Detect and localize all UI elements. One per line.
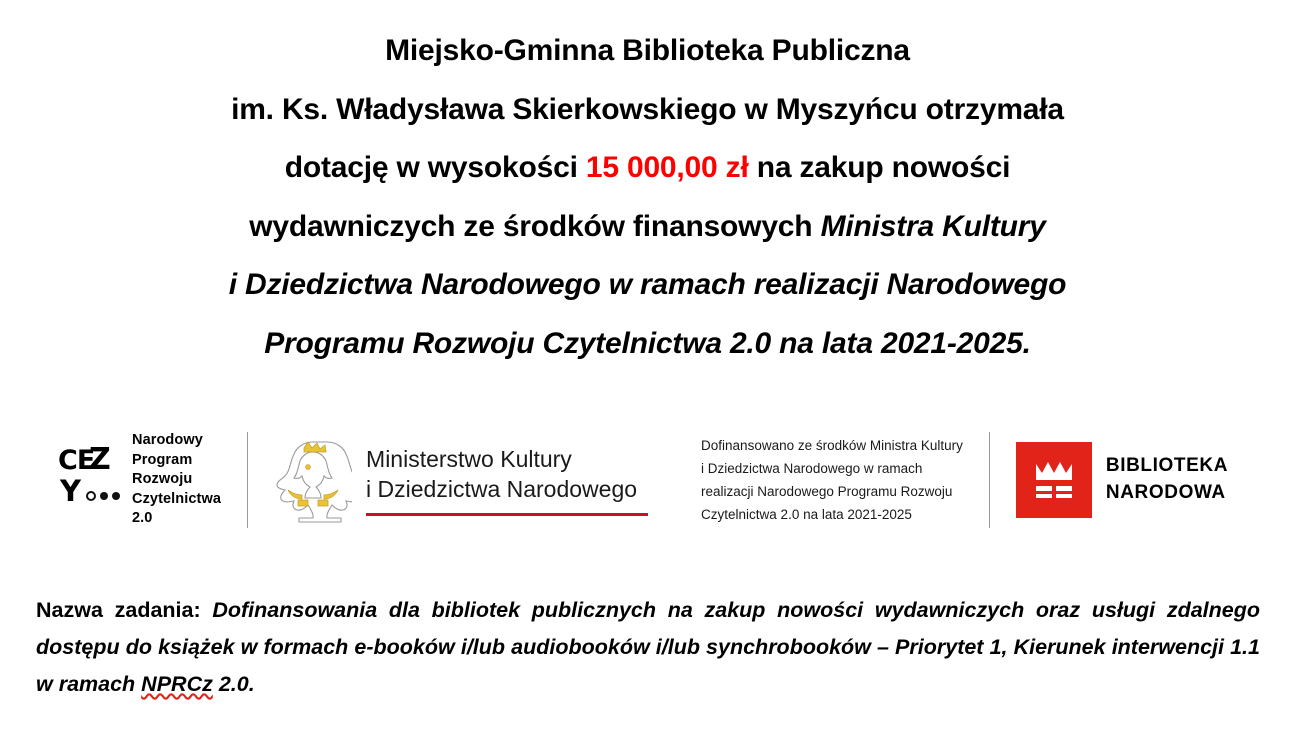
nprcz-text-line-3: Rozwoju bbox=[132, 471, 193, 488]
nprcz-ce-letters: CE bbox=[58, 445, 95, 476]
funding-note-line-1: Dofinansowano ze środków Ministra Kultury bbox=[701, 437, 963, 453]
funding-note-line-4: Czytelnictwa 2.0 na lata 2021-2025 bbox=[701, 507, 912, 523]
nprcz-dots-icon bbox=[86, 491, 120, 501]
headline-line-1: Miejsko-Gminna Biblioteka Publiczna bbox=[385, 34, 910, 67]
grant-amount: 15 000,00 zł bbox=[585, 151, 749, 184]
task-text-part1: Dofinansowania dla bibliotek publicznych na zakup nowości wydawniczych oraz usługi zdalnego dostępu do książek w formach e-booków i/lub audiobooków i/lub synchrobooków – Priorytet 1, Kierunek interwencji 1.1 w ramach bbox=[36, 598, 1260, 696]
nprcz-z-letter: Z bbox=[89, 442, 111, 477]
headline-line-4-italic: Ministra Kultury bbox=[820, 209, 1046, 243]
headline-line-3 bbox=[0, 139, 1295, 198]
nprcz-wordmark bbox=[132, 431, 221, 528]
nprcz-y-letter: Y bbox=[60, 474, 81, 508]
funding-note-line-2: i Dziedzictwa Narodowego w ramach bbox=[701, 460, 923, 476]
nprcz-text-line-4: Czytelnictwa bbox=[132, 490, 222, 507]
headline-line-5: i Dziedzictwa Narodowego w ramach realizacji Narodowego bbox=[228, 268, 1067, 301]
funding-note-text bbox=[701, 434, 963, 527]
headline-line-6: Programu Rozwoju Czytelnictwa 2.0 na lata 2021-2025. bbox=[264, 326, 1031, 360]
funding-note-line-3: realizacji Narodowego Programu Rozwoju bbox=[701, 484, 953, 499]
nprcz-text-line-1: Narodowy bbox=[132, 432, 203, 449]
bn-line-2: NARODOWA bbox=[1105, 482, 1226, 503]
ministry-red-rule bbox=[366, 513, 648, 516]
logo-divider-1 bbox=[247, 432, 248, 528]
task-paragraph bbox=[36, 592, 1260, 703]
funding-note-block bbox=[701, 426, 963, 534]
biblioteka-narodowa-wordmark bbox=[1106, 453, 1228, 507]
task-text-part2: 2.0. bbox=[212, 671, 255, 696]
ministry-wordmark bbox=[366, 444, 648, 517]
crown-book-icon bbox=[1016, 442, 1092, 518]
ministry-line-1: Ministerstwo Kultury bbox=[366, 445, 572, 472]
headline-line-4 bbox=[0, 198, 1295, 257]
logo-divider-3 bbox=[989, 432, 990, 528]
headline-line-2: im. Ks. Władysława Skierkowskiego w Myszyńcu otrzymała bbox=[231, 92, 1064, 126]
nprcz-text-line-5: 2.0 bbox=[132, 510, 153, 527]
task-text-spellcheck: NPRCz bbox=[141, 671, 213, 696]
ministry-line-2: i Dziedzictwa Narodowego bbox=[366, 476, 638, 502]
nprcz-logo bbox=[58, 426, 221, 534]
headline-line-3-post: na zakup nowości bbox=[748, 151, 1011, 184]
task-label: Nazwa zadania: bbox=[36, 598, 213, 622]
biblioteka-narodowa-logo bbox=[1016, 426, 1228, 534]
nprcz-text-line-2: Program bbox=[132, 451, 193, 468]
nprcz-mark-icon bbox=[58, 442, 122, 513]
headline-line-4-pre: wydawniczych ze środków finansowych bbox=[249, 209, 821, 243]
ministry-logo bbox=[274, 426, 648, 534]
polish-eagle-icon bbox=[274, 434, 352, 526]
logo-strip bbox=[0, 420, 1295, 540]
bn-line-1: BIBLIOTEKA bbox=[1105, 455, 1229, 477]
headline-line-3-pre: dotację w wysokości bbox=[284, 151, 586, 184]
